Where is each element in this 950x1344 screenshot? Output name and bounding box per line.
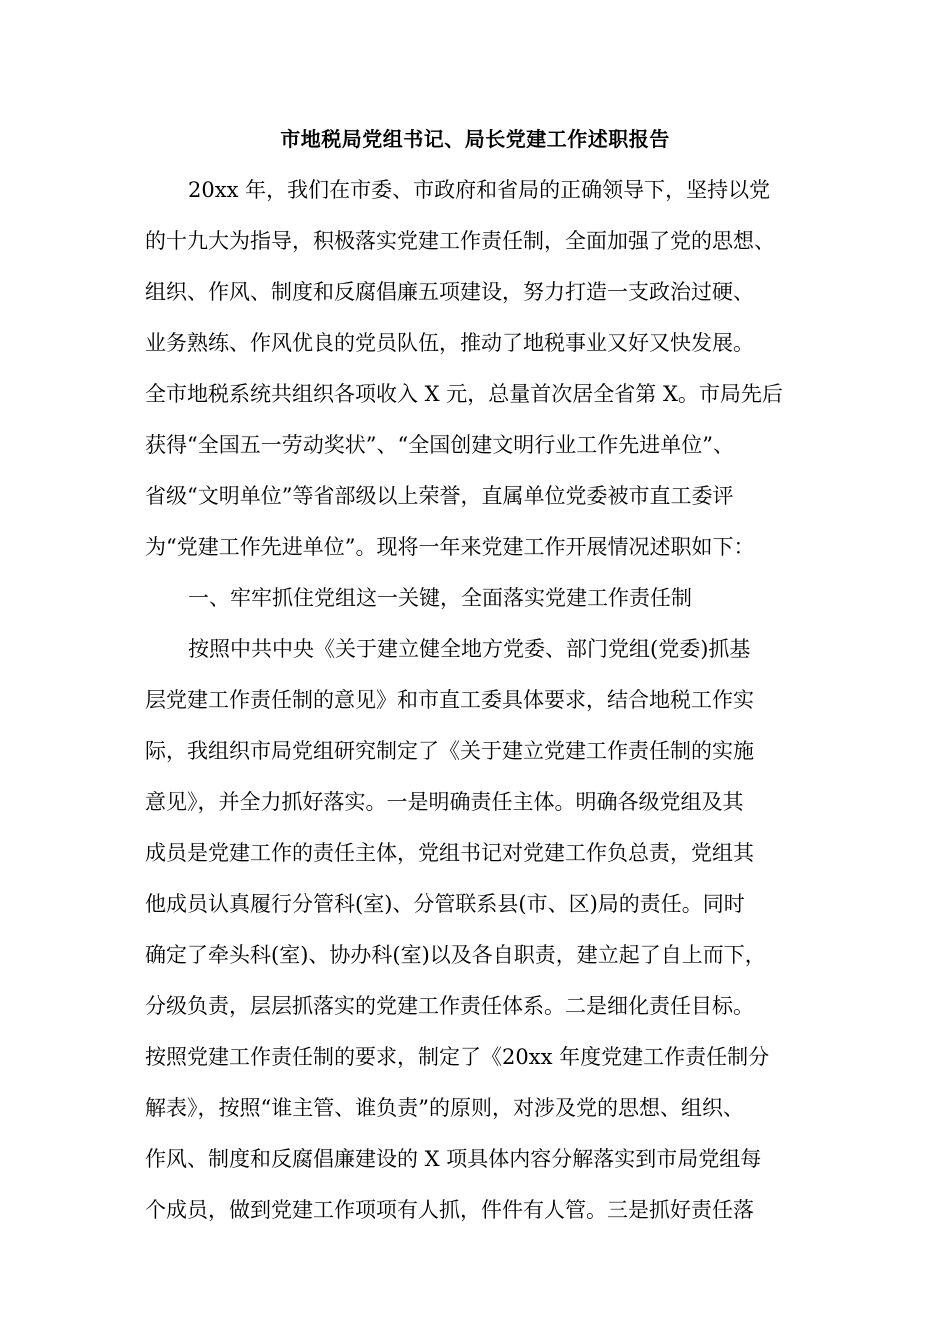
body-line: 全市地税系统共组织各项收入 X 元，总量首次居全省第 X。市局先后 [145,382,783,406]
body-line: 他成员认真履行分管科(室)、分管联系县(市、区)局的责任。同时 [145,892,745,916]
body-line: 按照党建工作责任制的要求，制定了《20xx 年度党建工作责任制分 [145,1045,770,1069]
body-line: 的十九大为指导，积极落实党建工作责任制，全面加强了党的思想、 [145,229,775,253]
body-line: 确定了牵头科(室)、协办科(室)以及各自职责，建立起了自上而下， [145,943,766,967]
body-line: 组织、作风、制度和反腐倡廉五项建设，努力打造一支政治过硬、 [145,280,754,304]
body-line: 意见》，并全力抓好落实。一是明确责任主体。明确各级党组及其 [145,790,744,814]
body-line: 层党建工作责任制的意见》和市直工委具体要求，结合地税工作实 [145,688,754,712]
body-line: 按照中共中央《关于建立健全地方党委、部门党组(党委)抓基 [188,637,751,661]
body-line: 作风、制度和反腐倡廉建设的 X 项具体内容分解落实到市局党组每 [145,1147,762,1171]
body-line: 为“党建工作先进单位”。现将一年来党建工作开展情况述职如下： [145,535,755,559]
body-line: 成员是党建工作的责任主体，党组书记对党建工作负总责，党组其 [145,841,754,865]
body-line: 解表》，按照“谁主管、谁负责”的原则，对涉及党的思想、组织、 [145,1096,744,1120]
section-heading: 一、牢牢抓住党组这一关键，全面落实党建工作责任制 [188,586,692,610]
body-line: 省级“文明单位”等省部级以上荣誉，直属单位党委被市直工委评 [145,484,734,508]
document-title: 市地税局党组书记、局长党建工作述职报告 [280,127,670,151]
body-line: 20xx 年，我们在市委、市政府和省局的正确领导下，坚持以党 [188,178,771,202]
body-line: 分级负责，层层抓落实的党建工作责任体系。二是细化责任目标。 [145,994,754,1018]
body-line: 个成员，做到党建工作项项有人抓，件件有人管。三是抓好责任落 [145,1198,754,1222]
body-line: 际，我组织市局党组研究制定了《关于建立党建工作责任制的实施 [145,739,754,763]
body-line: 获得“全国五一劳动奖状”、“全国创建文明行业工作先进单位”、 [145,433,734,457]
body-line: 业务熟练、作风优良的党员队伍，推动了地税事业又好又快发展。 [145,331,754,355]
